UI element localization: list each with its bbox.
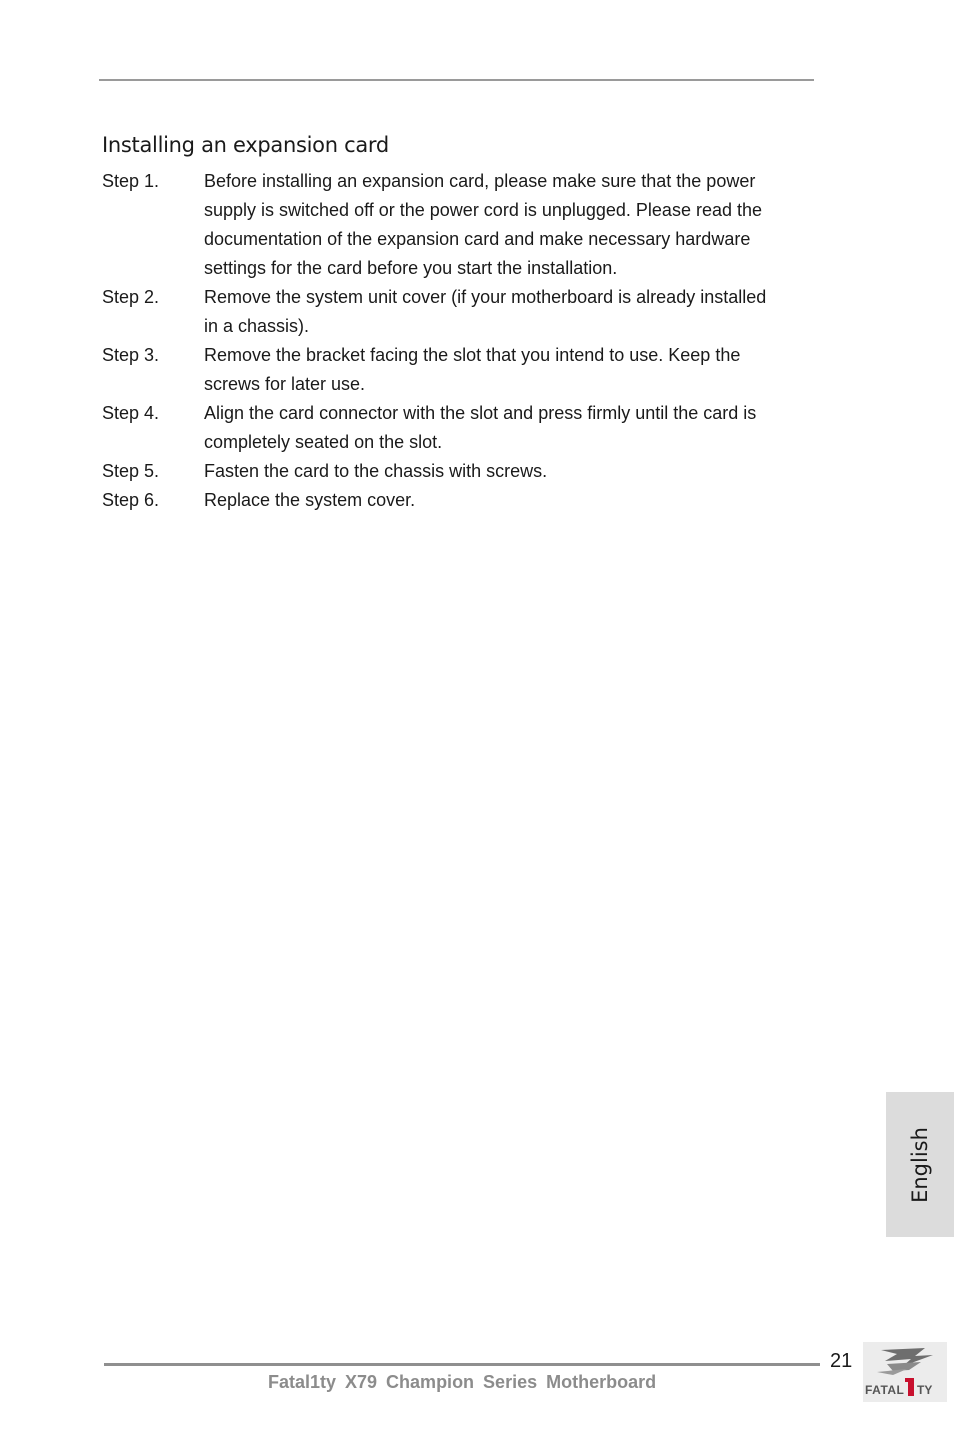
header-divider — [99, 79, 814, 81]
page-number: 21 — [830, 1350, 853, 1372]
step-text: Remove the bracket facing the slot that you intend to use. Keep the screws for later use. — [204, 345, 741, 394]
footer-divider — [104, 1363, 820, 1366]
section-title: Installing an expansion card — [102, 133, 389, 157]
step-number: Step 4. — [102, 403, 160, 423]
step-number: Step 6. — [102, 490, 160, 510]
step-text: Replace the system cover. — [204, 490, 416, 510]
step-item — [102, 167, 822, 283]
step-number: Step 1. — [102, 171, 160, 191]
step-item — [102, 341, 822, 399]
step-text: Remove the system unit cover (if your motherboard is already installed in a chassis). — [204, 287, 767, 336]
fatal1ty-logo-icon — [863, 1342, 947, 1402]
step-text: Fasten the card to the chassis with screws. — [204, 461, 548, 481]
step-item — [102, 457, 822, 486]
svg-text:TY: TY — [917, 1383, 933, 1397]
steps-list — [102, 167, 822, 515]
step-text: Before installing an expansion card, please make sure that the power supply is switched off or the power cord is unplugged. Please read the documentation of the expansion card and make necessary hardware settings for the card before you start the installation. — [204, 171, 762, 278]
step-number: Step 5. — [102, 461, 160, 481]
svg-text:FATAL: FATAL — [865, 1383, 905, 1397]
step-text: Align the card connector with the slot and press firmly until the card is completely seated on the slot. — [204, 403, 757, 452]
language-tab — [886, 1092, 954, 1237]
step-item — [102, 283, 822, 341]
step-number: Step 2. — [102, 287, 160, 307]
step-item — [102, 399, 822, 457]
language-label: English — [908, 1126, 932, 1203]
footer-title: Fatal1ty X79 Champion Series Motherboard — [268, 1372, 657, 1392]
step-number: Step 3. — [102, 345, 160, 365]
step-item — [102, 486, 822, 515]
